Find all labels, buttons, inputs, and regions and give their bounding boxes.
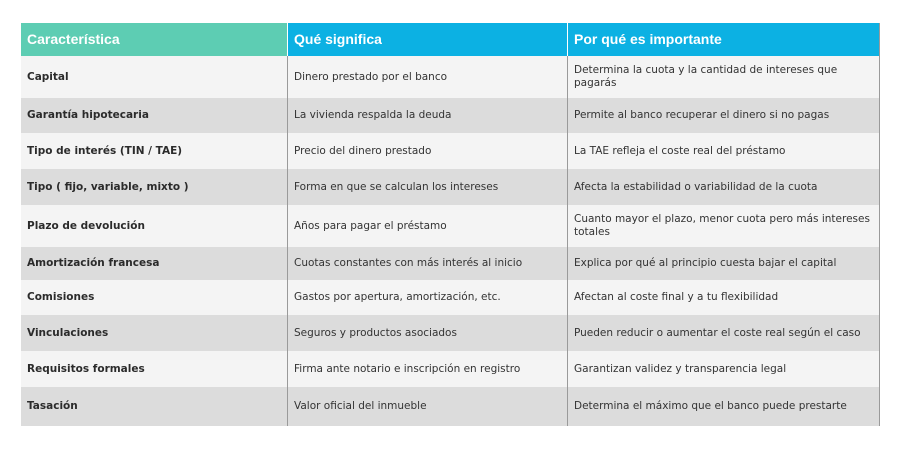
row-feature-name: Amortización francesa [21,247,287,280]
row-feature-name: Garantía hipotecaria [21,98,287,133]
row-importance: Permite al banco recuperar el dinero si no pagas [567,98,879,133]
row-meaning: Seguros y productos asociados [287,315,567,351]
row-feature-name: Capital [21,56,287,98]
row-feature-name: Tasación [21,387,287,426]
row-meaning: Años para pagar el préstamo [287,205,567,247]
row-feature-name: Plazo de devolución [21,205,287,247]
row-importance: Cuanto mayor el plazo, menor cuota pero más intereses totales [567,205,879,247]
row-importance: Determina la cuota y la cantidad de intereses que pagarás [567,56,879,98]
mortgage-features-table [21,23,880,426]
column-header-caracteristica: Característica [21,23,287,56]
row-importance: Afectan al coste final y a tu flexibilidad [567,280,879,315]
row-meaning: Forma en que se calculan los intereses [287,169,567,205]
row-feature-name: Comisiones [21,280,287,315]
row-importance: Afecta la estabilidad o variabilidad de la cuota [567,169,879,205]
column-header-que-significa: Qué significa [287,23,567,56]
row-feature-name: Tipo de interés (TIN / TAE) [21,133,287,169]
row-importance: La TAE refleja el coste real del préstamo [567,133,879,169]
row-importance: Determina el máximo que el banco puede prestarte [567,387,879,426]
row-meaning: Valor oficial del inmueble [287,387,567,426]
row-meaning: Gastos por apertura, amortización, etc. [287,280,567,315]
row-importance: Pueden reducir o aumentar el coste real según el caso [567,315,879,351]
row-feature-name: Vinculaciones [21,315,287,351]
row-meaning: Firma ante notario e inscripción en registro [287,351,567,387]
row-meaning: Cuotas constantes con más interés al inicio [287,247,567,280]
row-meaning: Dinero prestado por el banco [287,56,567,98]
row-meaning: La vivienda respalda la deuda [287,98,567,133]
row-importance: Explica por qué al principio cuesta bajar el capital [567,247,879,280]
row-feature-name: Tipo ( fijo, variable, mixto ) [21,169,287,205]
row-feature-name: Requisitos formales [21,351,287,387]
row-meaning: Precio del dinero prestado [287,133,567,169]
row-importance: Garantizan validez y transparencia legal [567,351,879,387]
column-header-por-que-es-importante: Por qué es importante [567,23,879,56]
